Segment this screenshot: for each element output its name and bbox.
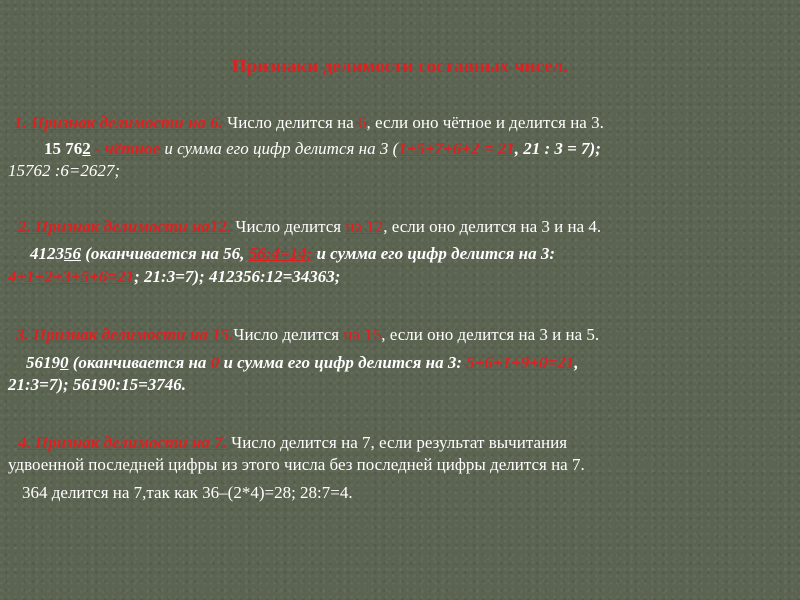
rule-15-number: на 15: [343, 325, 382, 344]
rule-7-heading: 4. Признак делимости на 7.: [18, 433, 227, 452]
ex6-check: , 21 : 3 = 7);: [514, 139, 601, 158]
ex15-zero: 0: [210, 353, 220, 372]
rule-15-text-b: , если оно делится на 3 и на 5.: [381, 325, 600, 344]
rule-6-number: 6: [358, 113, 367, 132]
ex15-sum: 5+6+1+9+0=21: [466, 353, 575, 372]
ex12-last-digits: 56: [64, 244, 81, 263]
ex6-even: - чётное: [90, 139, 161, 158]
rule-12-line: [18, 216, 790, 238]
ex15-text-a: (оканчивается на: [68, 353, 211, 372]
rule-12-text-a: Число делится: [231, 217, 346, 236]
ex6-text: и сумма его цифр делится на 3 (: [160, 139, 399, 158]
ex12-text-b: и сумма его цифр делится на 3:: [312, 244, 556, 263]
rule-12-example-line: [30, 243, 790, 265]
rule-12-heading: 2. Признак делимости на12.: [18, 217, 232, 236]
rule-12-text-b: , если оно делится на 3 и на 4.: [383, 217, 602, 236]
rule-6-text-a: Число делится на: [222, 113, 359, 132]
ex15-number: 5619: [26, 353, 60, 372]
ex12-sum: 4+1+2+3+5+6=21: [8, 267, 135, 286]
ex6-last-digit: 2: [82, 139, 91, 158]
ex6-number: 15 76: [44, 139, 83, 158]
ex15-last-digit: 0: [60, 353, 69, 372]
rule-6-result: 15762 :6=2627;: [8, 161, 121, 180]
rule-12-example-line-2: [8, 266, 790, 288]
rule-15-line: [16, 324, 790, 346]
rule-12-number: на 12: [345, 217, 384, 236]
rule-15-text-a: Число делится: [233, 325, 344, 344]
rule-7-example: 364 делится на 7,так как 36–(2*4)=28; 28:7=4.: [22, 483, 353, 502]
ex6-sum: 1+5+7+6+2 = 21: [398, 139, 515, 158]
ex15-comma: ,: [574, 353, 579, 372]
rule-15-example-line: [26, 352, 790, 374]
ex12-text-a: (оканчивается на 56,: [81, 244, 249, 263]
rule-6-example-line: [44, 138, 790, 160]
rule-7-text-b: удвоенной последней цифры из этого числа без последней цифры делится на 7.: [8, 455, 585, 474]
rule-6-line: [14, 112, 790, 134]
slide-title: Признаки делимости составных чисел.: [231, 56, 569, 77]
ex15-text-b: и сумма его цифр делится на 3:: [219, 353, 467, 372]
ex12-div4: 56:4=14;: [248, 244, 313, 263]
ex12-number: 4123: [30, 244, 64, 263]
rule-6-text-b: , если оно чётное и делится на 3.: [366, 113, 604, 132]
rule-15-result: 21:3=7); 56190:15=3746.: [8, 375, 187, 394]
rule-7-text-a: Число делится на 7, если результат вычитания: [226, 433, 568, 452]
rule-7-line: [18, 432, 790, 454]
rule-15-heading: 3. Признак делимости на 15.: [16, 325, 234, 344]
ex12-result: ; 21:3=7); 412356:12=34363;: [134, 267, 341, 286]
rule-6-heading: 1. Признак делимости на 6.: [14, 113, 223, 132]
